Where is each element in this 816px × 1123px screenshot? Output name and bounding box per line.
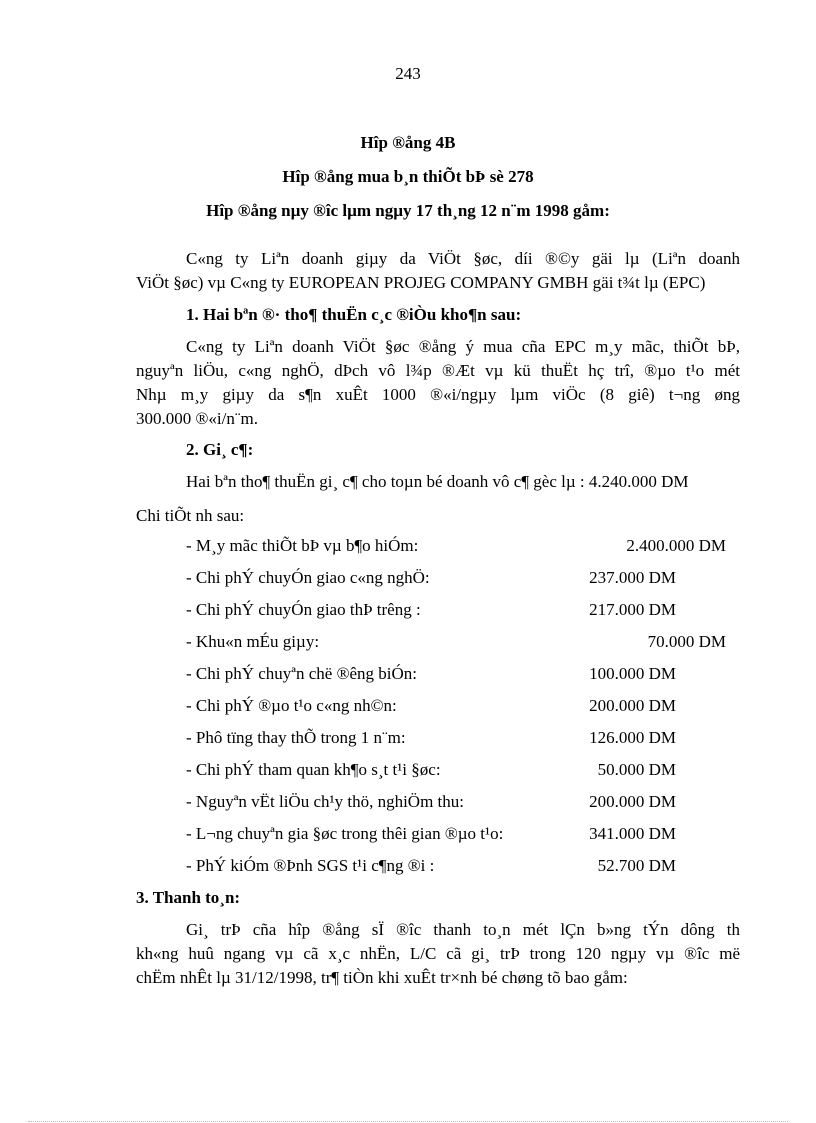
cost-item-amount: 200.000 DM [589, 696, 676, 715]
cost-item [186, 568, 746, 592]
cost-item-amount: 50.000 DM [597, 760, 676, 779]
cost-item-label: - PhÝ kiÓm ®Þnh SGS t¹i c¶ng ®i : [186, 856, 435, 875]
cost-item-amount: 52.700 DM [597, 856, 676, 875]
section-3-paragraph [136, 918, 740, 990]
cost-item-amount: 100.000 DM [589, 664, 676, 683]
section-1-line: 300.000 ®«i/n¨m. [136, 409, 258, 428]
contract-title: Hîp ®ång 4B [360, 133, 456, 152]
contract-subtitle: Hîp ®ång mua b¸n thiÕt bÞ sè 278 [282, 167, 534, 186]
intro-paragraph [136, 247, 740, 295]
cost-item-amount: 70.000 DM [647, 632, 726, 651]
intro-line: ViÖt §øc) vµ C«ng ty EUROPEAN PROJEG COMPANY GMBH gäi t¾t lµ (EPC) [136, 273, 706, 292]
cost-item-label: - Chi phÝ tham quan kh¶o s¸t t¹i §øc: [186, 760, 441, 779]
cost-item [186, 536, 746, 560]
section-1-line: C«ng ty Liªn doanh ViÖt §øc ®ång ý mua cña EPC m¸y mãc, thiÕt bÞ, [186, 337, 740, 356]
cost-item [186, 824, 746, 848]
intro-line: C«ng ty Liªn doanh giµy da ViÖt §øc, díi ®©y gäi lµ (Liªn doanh [186, 249, 740, 268]
cost-item [186, 760, 746, 784]
cost-item-label: - M¸y mãc thiÕt bÞ vµ b¶o hiÓm: [186, 536, 419, 555]
cost-item-amount: 341.000 DM [589, 824, 676, 843]
cost-item [186, 600, 746, 624]
section-1-line: Nhµ m¸y giµy da s¶n xuÊt 1000 ®«i/ngµy lµm viÖc (8 giê) t¬ng øng [136, 385, 740, 404]
page-bottom-rule [28, 1121, 788, 1122]
cost-item-label: - Khu«n mÉu giµy: [186, 632, 320, 651]
page-number: 243 [395, 64, 421, 83]
section-2-heading: 2. Gi¸ c¶: [186, 440, 254, 459]
cost-item-amount: 126.000 DM [589, 728, 676, 747]
cost-item [186, 696, 746, 720]
cost-item-amount: 2.400.000 DM [626, 536, 726, 555]
section-1-paragraph [136, 335, 740, 431]
cost-item-amount: 217.000 DM [589, 600, 676, 619]
cost-item-label: - Chi phÝ ®µo t¹o c«ng nh©n: [186, 696, 397, 715]
price-summary: Hai bªn tho¶ thuËn gi¸ c¶ cho toµn bé doanh vô c¶ gèc lµ : 4.240.000 DM [186, 472, 689, 491]
section-1-heading: 1. Hai bªn ®· tho¶ thuËn c¸c ®iÒu kho¶n sau: [186, 305, 522, 324]
section-3-heading: 3. Thanh to¸n: [136, 888, 241, 907]
cost-item [186, 856, 746, 880]
section-3-line: kh«ng huû ngang vµ cã x¸c nhËn, L/C cã gi¸ trÞ trong 120 ngµy vµ ®îc më [136, 944, 740, 963]
cost-item-label: - Nguyªn vËt liÖu ch¹y thö, nghiÖm thu: [186, 792, 464, 811]
cost-item [186, 664, 746, 688]
cost-item-label: - Chi phÝ chuyªn chë ®êng biÓn: [186, 664, 418, 683]
cost-item-amount: 200.000 DM [589, 792, 676, 811]
cost-item-label: - Chi phÝ chuyÓn giao c«ng nghÖ: [186, 568, 430, 587]
detail-intro: Chi tiÕt nh sau: [136, 506, 245, 525]
contract-date-line: Hîp ®ång nµy ®îc lµm ngµy 17 th¸ng 12 n¨m 1998 gåm: [206, 201, 610, 220]
section-1-line: nguyªn liÖu, c«ng nghÖ, dÞch vô l¾p ®Æt vµ kü thuËt hç trî, ®µo t¹o mét [136, 361, 740, 380]
cost-item-label: - Phô tïng thay thÕ trong 1 n¨m: [186, 728, 406, 747]
section-3-line: chËm nhÊt lµ 31/12/1998, tr¶ tiÒn khi xuÊt tr×nh bé chøng tõ bao gåm: [136, 968, 628, 987]
cost-item [186, 792, 746, 816]
cost-item-label: - L¬ng chuyªn gia §øc trong thêi gian ®µo t¹o: [186, 824, 504, 843]
cost-item [186, 728, 746, 752]
section-3-line: Gi¸ trÞ cña hîp ®ång sÏ ®îc thanh to¸n mét lÇn b»ng tÝn dông th [186, 920, 740, 939]
cost-item-amount: 237.000 DM [589, 568, 676, 587]
cost-item-label: - Chi phÝ chuyÓn giao thÞ trêng : [186, 600, 421, 619]
cost-item [186, 632, 746, 656]
